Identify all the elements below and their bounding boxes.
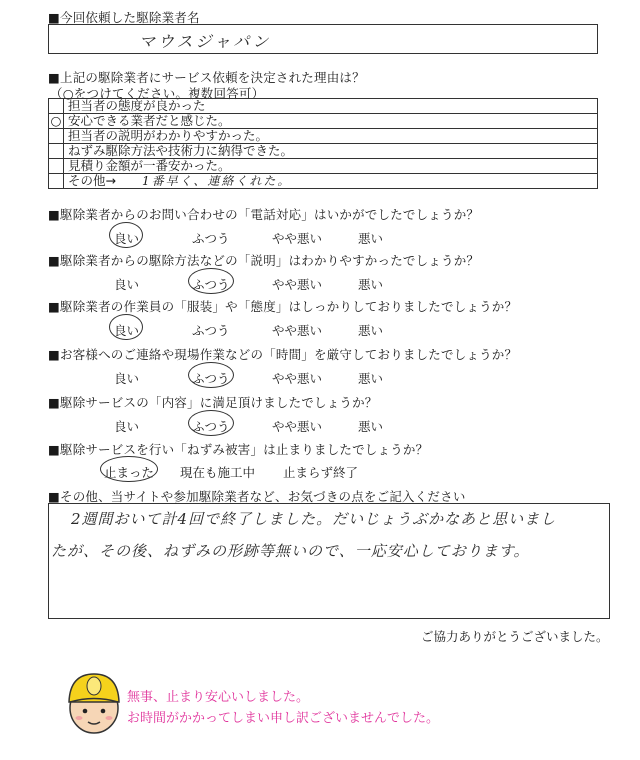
option-not-stopped[interactable]: 止まらず終了	[283, 465, 359, 480]
reason-table	[48, 98, 598, 189]
reason-label: ねずみ駆除方法や技術力に納得できた。	[64, 144, 598, 159]
question-attire: ■駆除業者の作業員の「服装」や「態度」はしっかりしておりましたでしょうか？	[48, 299, 518, 314]
reason-heading: ■上記の駆除業者にサービス依頼を決定された理由は？	[48, 70, 365, 85]
selection-circle	[100, 456, 158, 482]
option-bad[interactable]: 悪い	[358, 323, 384, 338]
option-good[interactable]: 良い	[114, 323, 140, 338]
option-bad[interactable]: 悪い	[358, 231, 384, 246]
option-bad[interactable]: 悪い	[358, 419, 384, 434]
reason-mark: ○	[49, 114, 64, 129]
reason-mark	[49, 144, 64, 159]
reason-label: 見積り金額が一番安かった。	[64, 159, 598, 174]
reason-mark	[49, 174, 64, 189]
reason-row[interactable]	[49, 129, 598, 144]
reason-label: その他→	[68, 173, 116, 188]
reason-mark	[49, 129, 64, 144]
reason-row[interactable]	[49, 114, 598, 129]
question-result: ■駆除サービスを行い「ねずみ被害」は止まりましたでしょうか？	[48, 442, 429, 457]
reason-mark	[49, 99, 64, 114]
option-normal[interactable]: ふつう	[192, 419, 230, 434]
option-good[interactable]: 良い	[114, 277, 140, 292]
option-stopped[interactable]: 止まった	[104, 465, 155, 480]
reason-label: 安心できる業者だと感じた。	[64, 114, 598, 129]
option-normal[interactable]: ふつう	[192, 231, 230, 246]
comment-box[interactable]	[48, 503, 610, 619]
reply-line-2: お時間がかかってしまい申し訳ございませんでした。	[127, 711, 440, 726]
option-in-progress[interactable]: 現在も施工中	[180, 465, 256, 480]
option-bad[interactable]: 悪い	[358, 371, 384, 386]
reason-instruction: （○をつけてください。複数回答可）	[50, 86, 265, 101]
selection-circle	[188, 362, 234, 388]
selection-circle	[109, 314, 143, 340]
comment-line-1: 2週間おいて計4回で終了しました。だいじょうぶかなあと思いまし	[71, 510, 557, 528]
option-bad[interactable]: 悪い	[358, 277, 384, 292]
selection-circle	[109, 222, 143, 248]
option-normal[interactable]: ふつう	[192, 277, 230, 292]
reason-label-other	[64, 174, 598, 189]
company-name-box[interactable]	[48, 24, 598, 54]
thanks-text: ご協力ありがとうございました。	[421, 629, 609, 644]
option-somewhat-bad[interactable]: やや悪い	[272, 323, 323, 338]
option-good[interactable]: 良い	[114, 419, 140, 434]
question-phone: ■駆除業者からのお問い合わせの「電話対応」はいかがでしたでしょうか？	[48, 207, 480, 222]
selection-circle	[188, 268, 234, 294]
reason-mark	[49, 159, 64, 174]
option-somewhat-bad[interactable]: やや悪い	[272, 419, 323, 434]
reason-row-other[interactable]	[49, 174, 598, 189]
reason-row[interactable]	[49, 144, 598, 159]
reason-label: 担当者の説明がわかりやすかった。	[64, 129, 598, 144]
option-somewhat-bad[interactable]: やや悪い	[272, 371, 323, 386]
reply-line-1: 無事、止まり安心いしました。	[127, 690, 310, 705]
option-normal[interactable]: ふつう	[192, 323, 230, 338]
question-content: ■駆除サービスの「内容」に満足頂けましたでしょうか？	[48, 395, 378, 410]
reason-row[interactable]	[49, 159, 598, 174]
other-reason-handwriting: 1番早く、連絡くれた。	[141, 174, 292, 188]
question-time: ■お客様へのご連絡や現場作業などの「時間」を厳守しておりましたでしょうか？	[48, 347, 518, 362]
option-normal[interactable]: ふつう	[192, 371, 230, 386]
option-somewhat-bad[interactable]: やや悪い	[272, 231, 323, 246]
selection-circle	[188, 410, 234, 436]
comment-heading: ■その他、当サイトや参加駆除業者など、お気づきの点をご記入ください	[48, 489, 466, 504]
reason-label: 担当者の態度が良かった	[64, 99, 598, 114]
option-good[interactable]: 良い	[114, 371, 140, 386]
mascot-avatar	[64, 668, 124, 736]
company-heading: ■今回依頼した駆除業者名	[48, 10, 200, 25]
option-good[interactable]: 良い	[114, 231, 140, 246]
reason-row[interactable]	[49, 99, 598, 114]
comment-line-2: たが、その後、ねずみの形跡等無いので、一応安心しております。	[51, 542, 530, 560]
option-somewhat-bad[interactable]: やや悪い	[272, 277, 323, 292]
company-name-handwriting: マウスジャパン	[139, 32, 272, 51]
question-explanation: ■駆除業者からの駆除方法などの「説明」はわかりやすかったでしょうか？	[48, 253, 480, 268]
mascot-icon	[64, 668, 124, 736]
